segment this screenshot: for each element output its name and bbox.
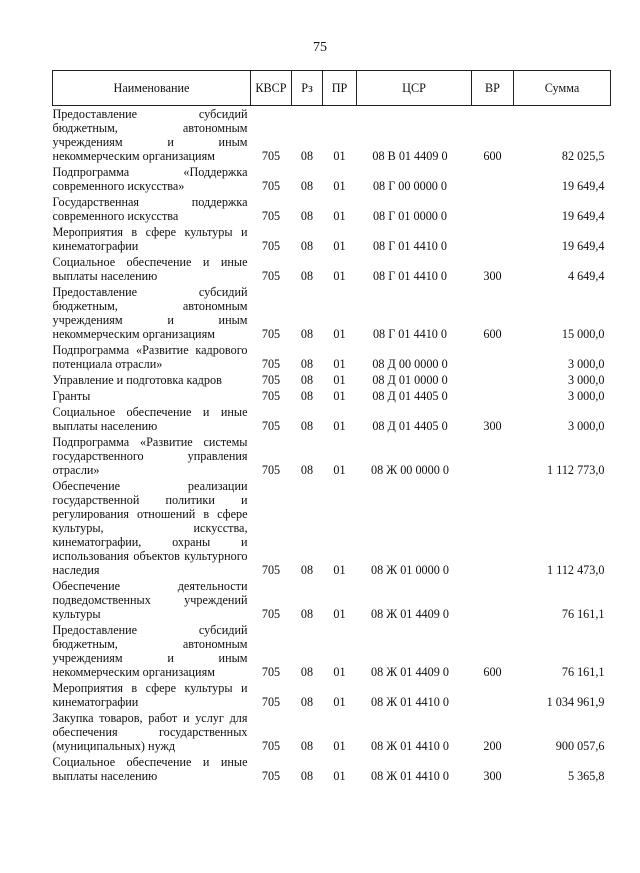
- cell-pr: 01: [333, 149, 346, 163]
- cell-kvsr: 705: [261, 389, 281, 403]
- table-row: [53, 342, 611, 372]
- cell-name: Подпрограмма «Развитие системы государственного управления отрасли»: [52, 435, 248, 477]
- cell-pr: 01: [333, 209, 346, 223]
- table-row: [53, 404, 611, 434]
- cell-rz: 08: [300, 149, 314, 163]
- cell-sum: 5 365,8: [567, 769, 605, 783]
- cell-vr: 600: [483, 665, 502, 679]
- cell-csr: 08 Г 01 4410 0: [372, 239, 448, 253]
- cell-sum: 19 649,4: [561, 209, 605, 223]
- cell-vr: [472, 164, 514, 194]
- table-row: [53, 434, 611, 478]
- cell-vr: [472, 194, 514, 224]
- cell-vr: 300: [483, 269, 502, 283]
- cell-sum: 1 112 773,0: [547, 463, 605, 477]
- cell-sum: 900 057,6: [555, 739, 605, 753]
- header-row: [53, 71, 611, 106]
- cell-pr: 01: [333, 739, 346, 753]
- table-body: [53, 106, 611, 785]
- cell-rz: 08: [300, 209, 314, 223]
- cell-sum: 76 161,1: [561, 665, 605, 679]
- cell-name: Социальное обеспечение и иные выплаты населению: [52, 405, 248, 433]
- cell-name: Мероприятия в сфере культуры и кинематографии: [52, 681, 248, 709]
- cell-name: Обеспечение реализации государственной политики и регулирования отношений в сфере культуры, искусства, кинематографии, охраны и использования объектов культурного наследия: [52, 479, 248, 577]
- cell-csr: 08 Ж 01 4410 0: [371, 695, 449, 709]
- cell-rz: 08: [300, 665, 314, 679]
- cell-name: Предоставление субсидий бюджетным, автономным учреждениям и иным некоммерческим организациям: [52, 285, 248, 341]
- cell-csr: 08 Ж 01 4410 0: [371, 739, 449, 753]
- cell-pr: 01: [333, 389, 346, 403]
- cell-kvsr: 705: [261, 769, 281, 783]
- cell-pr: 01: [333, 695, 346, 709]
- cell-csr: 08 Г 00 0000 0: [372, 179, 448, 193]
- cell-rz: 08: [300, 373, 314, 387]
- cell-vr: 600: [483, 149, 502, 163]
- cell-pr: 01: [333, 239, 346, 253]
- table-row: [53, 622, 611, 680]
- cell-kvsr: 705: [261, 463, 281, 477]
- header-vr: ВР: [472, 71, 514, 106]
- header-kvsr: КВСР: [251, 71, 292, 106]
- cell-kvsr: 705: [261, 739, 281, 753]
- table-row: [53, 388, 611, 404]
- cell-rz: 08: [300, 239, 314, 253]
- cell-rz: 08: [300, 463, 314, 477]
- cell-pr: 01: [333, 769, 346, 783]
- cell-name: Подпрограмма «Развитие кадрового потенциала отрасли»: [52, 343, 248, 371]
- cell-vr: [472, 342, 514, 372]
- cell-name: Закупка товаров, работ и услуг для обеспечения государственных (муниципальных) нужд: [52, 711, 248, 753]
- cell-csr: 08 Г 01 0000 0: [372, 209, 448, 223]
- table-row: [53, 164, 611, 194]
- table-row: [53, 754, 611, 784]
- cell-pr: 01: [333, 607, 346, 621]
- table-row: [53, 106, 611, 165]
- table-row: [53, 284, 611, 342]
- cell-kvsr: 705: [261, 327, 281, 341]
- cell-pr: 01: [333, 463, 346, 477]
- cell-sum: 76 161,1: [561, 607, 605, 621]
- cell-name: Социальное обеспечение и иные выплаты населению: [52, 755, 248, 783]
- cell-kvsr: 705: [261, 695, 281, 709]
- cell-kvsr: 705: [261, 607, 281, 621]
- header-sum: Сумма: [514, 71, 611, 106]
- cell-kvsr: 705: [261, 239, 281, 253]
- cell-sum: 19 649,4: [561, 239, 605, 253]
- cell-csr: 08 Ж 01 4409 0: [371, 665, 449, 679]
- table-row: [53, 224, 611, 254]
- cell-rz: 08: [300, 357, 314, 371]
- budget-table: [52, 70, 611, 784]
- cell-vr: [472, 434, 514, 478]
- header-name: Наименование: [53, 71, 251, 106]
- cell-kvsr: 705: [261, 419, 281, 433]
- cell-name: Обеспечение деятельности подведомственных учреждений культуры: [52, 579, 248, 621]
- cell-csr: 08 Ж 01 4409 0: [371, 607, 449, 621]
- cell-pr: 01: [333, 179, 346, 193]
- cell-rz: 08: [300, 269, 314, 283]
- cell-sum: 1 034 961,9: [546, 695, 605, 709]
- header-pr: ПР: [323, 71, 357, 106]
- cell-rz: 08: [300, 769, 314, 783]
- cell-name: Предоставление субсидий бюджетным, автономным учреждениям и иным некоммерческим организациям: [52, 107, 248, 163]
- cell-rz: 08: [300, 389, 314, 403]
- cell-vr: [472, 224, 514, 254]
- cell-pr: 01: [333, 419, 346, 433]
- cell-csr: 08 Ж 01 0000 0: [371, 563, 449, 577]
- cell-vr: [472, 478, 514, 578]
- table-row: [53, 710, 611, 754]
- table-header: [53, 71, 611, 106]
- cell-kvsr: 705: [261, 209, 281, 223]
- cell-pr: 01: [333, 357, 346, 371]
- cell-csr: 08 Д 01 4405 0: [372, 419, 448, 433]
- cell-vr: 300: [483, 769, 502, 783]
- cell-sum: 15 000,0: [561, 327, 605, 341]
- table-row: [53, 194, 611, 224]
- cell-vr: [472, 578, 514, 622]
- table-row: [53, 372, 611, 388]
- cell-name: Гранты: [52, 389, 91, 403]
- cell-kvsr: 705: [261, 665, 281, 679]
- cell-name: Подпрограмма «Поддержка современного искусства»: [52, 165, 248, 193]
- cell-rz: 08: [300, 607, 314, 621]
- cell-sum: 3 000,0: [567, 373, 605, 387]
- cell-rz: 08: [300, 563, 314, 577]
- table-row: [53, 254, 611, 284]
- cell-vr: [472, 388, 514, 404]
- cell-kvsr: 705: [261, 149, 281, 163]
- cell-rz: 08: [300, 327, 314, 341]
- cell-csr: 08 Г 01 4410 0: [372, 269, 448, 283]
- cell-sum: 4 649,4: [567, 269, 605, 283]
- cell-rz: 08: [300, 695, 314, 709]
- cell-vr: 300: [483, 419, 502, 433]
- cell-pr: 01: [333, 269, 346, 283]
- cell-rz: 08: [300, 419, 314, 433]
- table-row: [53, 478, 611, 578]
- cell-rz: 08: [300, 739, 314, 753]
- cell-kvsr: 705: [261, 357, 281, 371]
- cell-vr: [472, 680, 514, 710]
- cell-kvsr: 705: [261, 373, 281, 387]
- cell-kvsr: 705: [261, 269, 281, 283]
- cell-name: Мероприятия в сфере культуры и кинематографии: [52, 225, 248, 253]
- cell-csr: 08 В 01 4409 0: [372, 149, 448, 163]
- cell-csr: 08 Д 00 0000 0: [372, 357, 448, 371]
- cell-pr: 01: [333, 665, 346, 679]
- table-row: [53, 680, 611, 710]
- cell-name: Предоставление субсидий бюджетным, автономным учреждениям и иным некоммерческим организациям: [52, 623, 248, 679]
- header-rz: Рз: [292, 71, 323, 106]
- cell-kvsr: 705: [261, 563, 281, 577]
- cell-sum: 1 112 473,0: [547, 563, 605, 577]
- cell-csr: 08 Г 01 4410 0: [372, 327, 448, 341]
- cell-sum: 3 000,0: [567, 389, 605, 403]
- cell-csr: 08 Д 01 0000 0: [372, 373, 448, 387]
- cell-name: Управление и подготовка кадров: [52, 373, 222, 387]
- cell-sum: 3 000,0: [567, 357, 605, 371]
- cell-rz: 08: [300, 179, 314, 193]
- cell-pr: 01: [333, 327, 346, 341]
- table-row: [53, 578, 611, 622]
- cell-vr: 600: [483, 327, 502, 341]
- cell-sum: 82 025,5: [561, 149, 605, 163]
- cell-csr: 08 Ж 00 0000 0: [371, 463, 449, 477]
- cell-vr: 200: [483, 739, 502, 753]
- cell-name: Социальное обеспечение и иные выплаты населению: [52, 255, 248, 283]
- header-csr: ЦСР: [357, 71, 472, 106]
- cell-pr: 01: [333, 563, 346, 577]
- cell-pr: 01: [333, 373, 346, 387]
- cell-sum: 3 000,0: [567, 419, 605, 433]
- cell-sum: 19 649,4: [561, 179, 605, 193]
- cell-kvsr: 705: [261, 179, 281, 193]
- cell-csr: 08 Ж 01 4410 0: [371, 769, 449, 783]
- cell-vr: [472, 372, 514, 388]
- cell-csr: 08 Д 01 4405 0: [372, 389, 448, 403]
- page-number: 75: [313, 40, 327, 55]
- cell-name: Государственная поддержка современного искусства: [52, 195, 248, 223]
